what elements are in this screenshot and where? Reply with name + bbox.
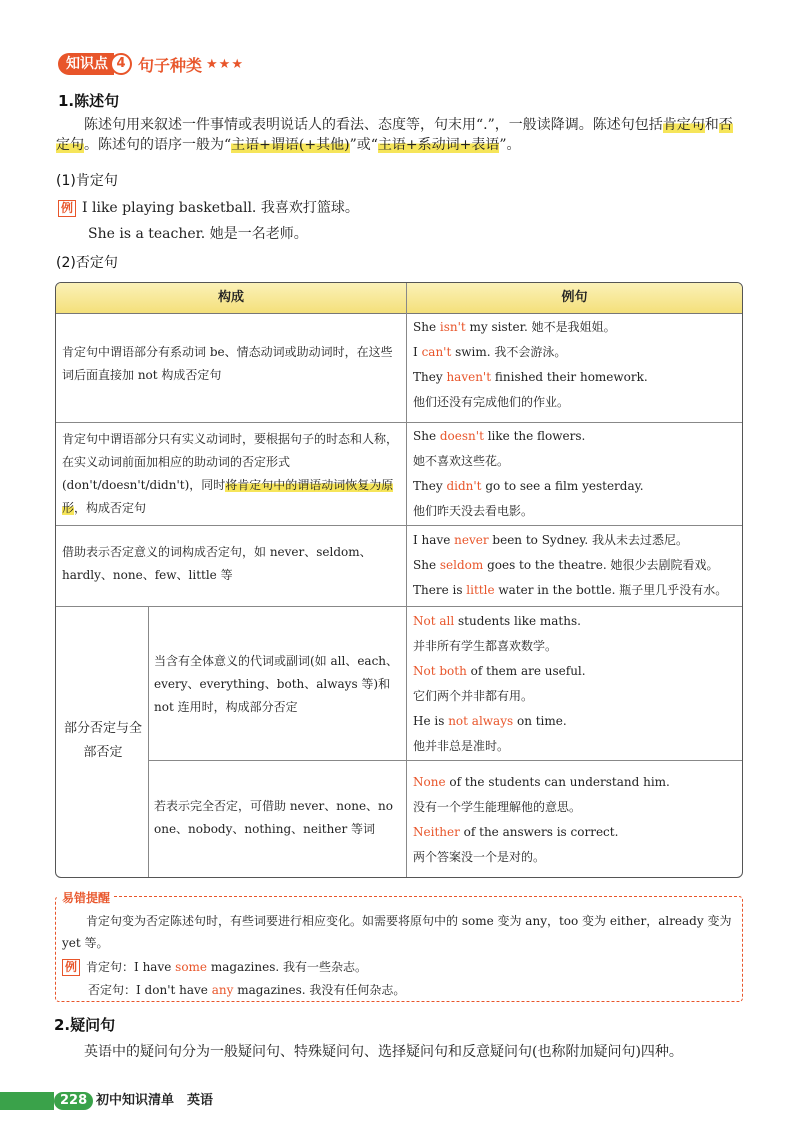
example-cell [413,424,738,524]
column-header-examples: 例句 [407,283,742,314]
example-sentence [413,659,738,684]
section-heading: 2.疑问句 [54,1016,116,1034]
text: 肯定句：I have [86,960,176,974]
example-sentence [413,390,738,415]
subheading-affirmative: (1)肯定句 [56,173,118,189]
text: magazines. 我没有任何杂志。 [233,983,406,997]
divider [56,525,742,526]
intro-text: 。陈述句的语序一般为“ [84,137,232,153]
text: water in the bottle. 瓶子里几乎没有水。 [494,583,728,597]
example-sentence [413,634,738,659]
text: been to Sydney. 我从未去过悉尼。 [488,533,689,547]
intro-text: 陈述句用来叙述一件事情或表明说话人的看法、态度等，句末用“.”，一般读降调。陈述句包括 [84,117,663,133]
example-cell [413,770,738,870]
footer-bar [0,1092,54,1110]
text: ，构成否定句 [74,501,147,515]
divider [406,283,407,877]
example-sentence [413,845,738,870]
text: of the answers is correct. [459,825,619,839]
text: swim. 我不会游泳。 [451,345,567,359]
example-cell [413,609,738,759]
text: finished their homework. [491,370,648,384]
text: I have [413,533,455,547]
text: 肯定句中谓语部分只有实义动词时，要根据句子的时态和人称，在实义动词前面加相应的助动词的否定形式(don't/doesn't/didn't)，同时 [62,432,399,492]
keyword: isn't [439,320,466,334]
example-sentence [413,578,738,603]
example-sentence [413,709,738,734]
text: students like maths. [454,614,581,628]
badge-label: 知识点 [58,53,114,75]
example-line: She is a teacher. 她是一名老师。 [88,226,308,242]
page-title: 句子种类 [138,55,203,75]
keyword: never [454,533,489,547]
example-sentence [413,609,738,634]
keyword: Neither [413,825,460,839]
example-sentence [413,449,738,474]
text: They [413,370,447,384]
example-cell [413,528,738,603]
keyword: little [466,583,495,597]
example-sentence [413,499,738,524]
rule-cell [62,428,400,520]
example-sentence [413,365,738,390]
example-sentence [413,474,738,499]
book-title: 初中知识清单 英语 [96,1093,214,1108]
intro-text: 和 [704,117,719,133]
warning-text: 肯定句变为否定陈述句时，有些词要进行相应变化。如需要将原句中的 some 变为 any，too 变为 either，already 变为 yet 等。 [62,914,732,950]
keyword: some [175,960,208,974]
highlight-pattern-2: 主语+系动词+表语 [377,137,500,153]
text: go to see a film yesterday. [481,479,644,493]
highlight-negative: 否定句 [56,117,733,153]
example-text: I like playing basketball. 我喜欢打篮球。 [82,200,359,216]
keyword: Not both [413,664,467,678]
example-sentence [413,553,738,578]
keyword: not always [448,714,514,728]
example-sentence [413,684,738,709]
negation-table [55,282,743,878]
section-heading: 1.陈述句 [58,92,120,110]
keyword: Not all [413,614,455,628]
text: my sister. 她不是我姐姐。 [465,320,616,334]
warning-example [88,979,405,1001]
text: 没有一个学生能理解他的意思。 [413,800,582,814]
rule-cell: 当含有全体意义的代词或副词(如 all、each、every、everything、both、always 等)和 not 连用时，构成部分否定 [154,654,399,714]
keyword: didn't [446,479,482,493]
text: of the students can understand him. [445,775,670,789]
intro-text: ”。 [499,137,521,153]
rule-cell: 借助表示否定意义的词构成否定句，如 never、seldom、hardly、none、few、little 等 [62,545,372,582]
warning-example [62,956,367,978]
highlight-pattern-1: 主语+谓语(+其他) [231,137,350,153]
warning-title: 易错提醒 [58,889,114,906]
keyword: seldom [439,558,484,572]
text: 他并非总是准时。 [413,739,510,753]
keyword: None [413,775,446,789]
intro-text: ”或“ [349,137,378,153]
example-sentence [413,528,738,553]
example-sentence [413,315,738,340]
text: 她不喜欢这些花。 [413,454,510,468]
text: 并非所有学生都喜欢数学。 [413,639,558,653]
divider [56,606,742,607]
keyword: can't [421,345,452,359]
section-badge [58,52,244,76]
divider [148,606,149,877]
example-sentence [413,424,738,449]
text: of them are useful. [466,664,586,678]
example-sentence [413,734,738,759]
example-tag: 例 [62,959,80,976]
text: like the flowers. [483,429,586,443]
highlight-affirmative: 肯定句 [662,117,705,133]
subheading-negative: (2)否定句 [56,255,118,271]
badge-number: 4 [110,53,132,75]
section-text: 英语中的疑问句分为一般疑问句、特殊疑问句、选择疑问句和反意疑问句(也称附加疑问句)四种。 [84,1044,683,1060]
rule-cell: 肯定句中谓语部分有系动词 be、情态动词或助动词时，在这些词后面直接加 not 构成否定句 [62,345,393,382]
text: She [413,558,440,572]
example-sentence [413,820,738,845]
example-cell [413,315,738,415]
keyword: haven't [446,370,492,384]
text: 它们两个并非都有用。 [413,689,534,703]
intro-paragraph [56,115,746,155]
text: 他们昨天没去看电影。 [413,504,534,518]
star-rating: ★★★ [206,56,244,72]
text: 他们还没有完成他们的作业。 [413,395,570,409]
text: goes to the theatre. 她很少去剧院看戏。 [483,558,719,572]
example-sentence [413,770,738,795]
keyword: doesn't [439,429,484,443]
text: magazines. 我有一些杂志。 [207,960,367,974]
example-sentence [413,340,738,365]
text: 两个答案没一个是对的。 [413,850,546,864]
text: They [413,479,447,493]
text: She [413,429,440,443]
example-line [58,198,359,218]
divider [56,422,742,423]
text: She [413,320,440,334]
text: I [413,345,422,359]
text: 否定句：I don't have [88,983,212,997]
example-sentence [413,795,738,820]
divider [148,760,742,761]
rule-cell: 若表示完全否定，可借助 never、none、no one、nobody、nothing、neither 等词 [154,799,393,836]
category-label: 部分否定与全部否定 [64,721,143,760]
text: on time. [513,714,567,728]
text: There is [413,583,467,597]
page-number: 228 [54,1092,93,1110]
column-header-formation: 构成 [56,283,406,314]
keyword: any [211,983,234,997]
highlight: 将肯定句中的谓语动词恢复为原形 [62,478,394,515]
text: He is [413,714,449,728]
example-tag: 例 [58,200,76,217]
